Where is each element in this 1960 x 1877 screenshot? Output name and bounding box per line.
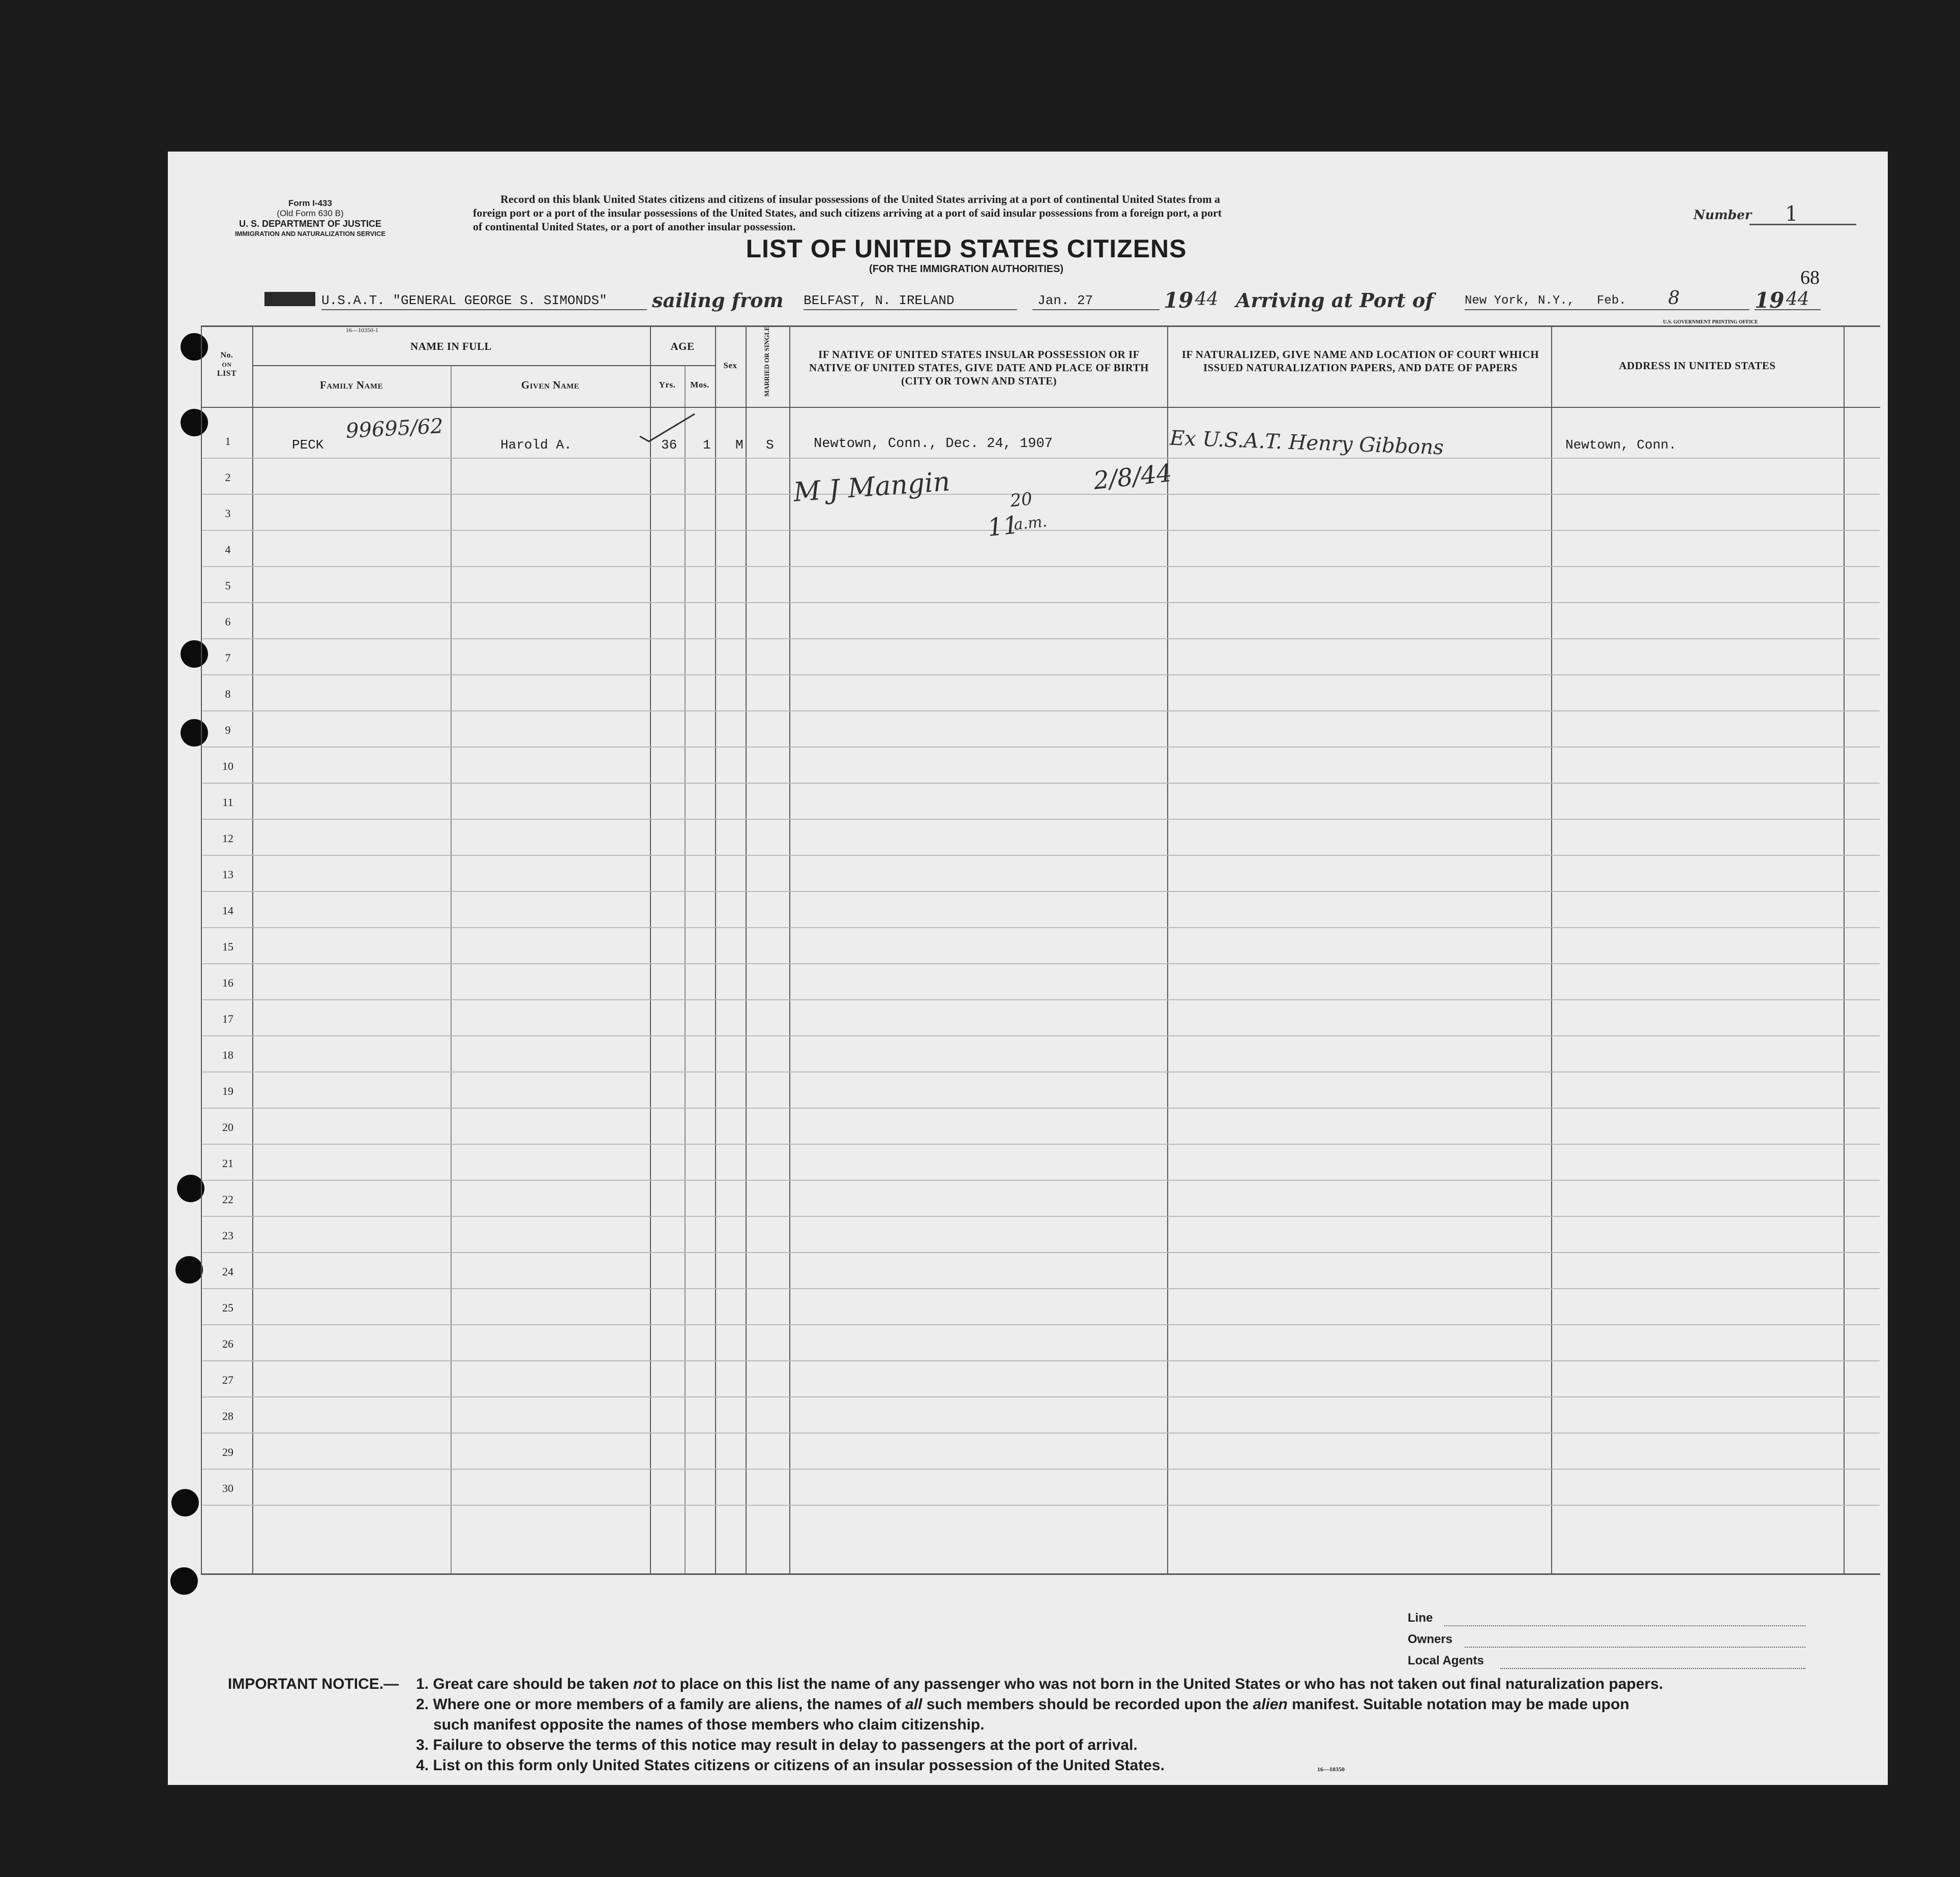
col-no-label: No. xyxy=(220,351,233,360)
old-form: (Old Form 630 B) xyxy=(277,208,344,218)
form-number: Form I-433 xyxy=(288,198,332,208)
arrival-time xyxy=(984,483,1091,549)
notice-1-emphasis: not xyxy=(633,1676,657,1692)
row-number: 19 xyxy=(222,1085,233,1097)
row-number: 4 xyxy=(225,543,231,556)
row-number: 18 xyxy=(222,1049,233,1061)
row-number: 16 xyxy=(222,976,233,989)
col-mos: Mos. xyxy=(690,380,709,390)
birth-info: Newtown, Conn., Dec. 24, 1907 xyxy=(814,436,1053,452)
row-number: 10 xyxy=(222,760,233,772)
col-yrs: Yrs. xyxy=(659,380,676,390)
age-years: 36 xyxy=(661,437,677,453)
punch-hole xyxy=(171,1489,199,1516)
vessel-name: U.S.A.T. "GENERAL GEORGE S. SIMONDS" xyxy=(321,293,607,308)
inspector-signature: M J Mangin xyxy=(792,466,952,508)
punch-hole xyxy=(175,1256,203,1284)
sex: M xyxy=(735,437,744,453)
date-from: Jan. 27 xyxy=(1037,293,1093,308)
row-number: 29 xyxy=(222,1446,233,1458)
printer-credit: U.S. GOVERNMENT PRINTING OFFICE xyxy=(1663,319,1758,325)
notice-2-text-cont: such members should be recorded upon the xyxy=(926,1696,1249,1713)
col-birth-info: IF NATIVE OF UNITED STATES INSULAR POSSESSION OR IF NATIVE OF UNITED STATES, GIVE DATE AND PLACE OF BIRTH (CITY OR TOWN AND STATE) xyxy=(809,348,1149,387)
number-value: 1 xyxy=(1785,202,1798,226)
line-label: Line xyxy=(1408,1611,1433,1625)
col-given-name: Given Name xyxy=(521,379,580,391)
notice-3: 3. Failure to observe the terms of this notice may result in delay to passengers at the port of arrival. xyxy=(416,1737,1138,1753)
notice-2-continued: such manifest opposite the names of those members who claim citizenship. xyxy=(433,1716,985,1733)
row-number: 11 xyxy=(222,796,233,809)
file-number: 99695/62 xyxy=(345,414,444,443)
number-label: Number xyxy=(1694,207,1752,222)
marital-status: S xyxy=(766,437,774,453)
notice-1 xyxy=(416,1674,1820,1694)
col-age: AGE xyxy=(670,340,695,352)
row-number: 15 xyxy=(222,940,233,953)
col-married-or-single: MARRIED OR SINGLE xyxy=(763,326,770,397)
col-naturalized-info: IF NATURALIZED, GIVE NAME AND LOCATION OF COURT WHICH ISSUED NATURALIZATION PAPERS, AND DATE OF PAPERS xyxy=(1181,348,1539,374)
row-number: 30 xyxy=(222,1482,233,1495)
notice-heading: IMPORTANT NOTICE.— xyxy=(228,1676,399,1692)
row-number: 12 xyxy=(222,832,233,845)
row-number: 27 xyxy=(222,1374,233,1386)
row-number: 28 xyxy=(222,1410,233,1422)
instruction-line: foreign port or a port of the insular possessions of the United States, and such citizens arriving at a port of said insular possessions from a foreign port, a port xyxy=(473,206,1222,219)
line-field xyxy=(1408,1611,1433,1625)
agents-label: Local Agents xyxy=(1408,1654,1484,1667)
page-number: 68 xyxy=(1800,267,1820,288)
time-ampm: a.m. xyxy=(1013,513,1048,534)
col-address: ADDRESS IN UNITED STATES xyxy=(1619,360,1776,372)
footer-code: 16—10350 xyxy=(1317,1766,1345,1773)
year-prefix-to: 19 xyxy=(1755,288,1785,313)
row-number: 14 xyxy=(222,904,233,917)
number-field xyxy=(1694,202,1861,228)
manifest-sheet xyxy=(168,152,1888,1785)
row-number: 3 xyxy=(225,507,231,520)
row-number: 1 xyxy=(225,435,231,448)
voyage-line xyxy=(264,290,1821,315)
address: Newtown, Conn. xyxy=(1565,437,1677,453)
naturalized-note: Ex U.S.A.T. Henry Gibbons xyxy=(1169,426,1444,460)
arriving-label: Arriving at Port of xyxy=(1236,289,1434,312)
row-number: 25 xyxy=(222,1301,233,1314)
stamp-date: 2/8/44 xyxy=(1092,459,1174,495)
row-number: 6 xyxy=(225,615,231,628)
instructions xyxy=(473,192,1607,233)
col-family-name: Family Name xyxy=(319,379,383,391)
notice-1-text-cont: to place on this list the name of any passenger who was not born in the United States or who has not taken out final naturalization papers. xyxy=(661,1676,1664,1692)
struck-prefix xyxy=(264,292,315,306)
punch-hole xyxy=(170,1567,198,1595)
owners-field xyxy=(1408,1632,1452,1647)
col-name-in-full: NAME IN FULL xyxy=(410,340,492,352)
agents-field xyxy=(1408,1654,1484,1668)
service: IMMIGRATION AND NATURALIZATION SERVICE xyxy=(234,230,386,237)
notice-2-text-end: manifest. Suitable notation may be made upon xyxy=(1292,1696,1629,1713)
row-number: 23 xyxy=(222,1229,233,1242)
col-sex: Sex xyxy=(723,361,737,370)
page-subtitle: (FOR THE IMMIGRATION AUTHORITIES) xyxy=(869,263,1064,275)
row-number: 26 xyxy=(222,1337,233,1350)
given-name: Harold A. xyxy=(500,437,572,453)
year-prefix-from: 19 xyxy=(1164,288,1194,313)
notice-2-emphasis: all xyxy=(905,1696,923,1713)
notice-4: 4. List on this form only United States citizens or citizens of an insular possession of the United States. xyxy=(416,1757,1165,1774)
punch-hole xyxy=(181,409,208,436)
row-number: 24 xyxy=(222,1265,233,1278)
port-to: New York, N.Y., xyxy=(1465,294,1575,308)
form-id-block xyxy=(214,198,407,239)
notice-1-text: 1. Great care should be taken xyxy=(416,1676,629,1692)
important-notice xyxy=(416,1674,1820,1776)
age-months: 1 xyxy=(703,437,711,453)
form-code: 16—10350-1 xyxy=(346,326,378,334)
year-from: 44 xyxy=(1195,289,1219,310)
row-number: 20 xyxy=(222,1121,233,1134)
sailing-label: sailing from xyxy=(652,289,784,312)
page-title: LIST OF UNITED STATES CITIZENS xyxy=(746,234,1187,263)
row-number: 5 xyxy=(225,579,231,592)
row-number: 22 xyxy=(222,1193,233,1206)
notice-2-emphasis-alien: alien xyxy=(1253,1696,1288,1713)
punch-hole xyxy=(177,1175,204,1202)
row-number: 2 xyxy=(225,471,231,484)
instruction-line: of continental United States, or a port of another insular possession. xyxy=(473,220,796,233)
col-on-label: ON xyxy=(222,361,232,368)
row-number: 9 xyxy=(225,724,231,736)
month-to: Feb. xyxy=(1597,294,1626,308)
row-number: 7 xyxy=(225,651,231,664)
department: U. S. DEPARTMENT OF JUSTICE xyxy=(239,219,381,229)
port-from: BELFAST, N. IRELAND xyxy=(804,293,955,308)
row-number: 8 xyxy=(225,688,231,700)
row-number: 13 xyxy=(222,868,233,881)
year-to: 44 xyxy=(1786,289,1809,310)
notice-2 xyxy=(416,1694,1820,1715)
time-hour: 11 xyxy=(986,511,1020,543)
family-name: PECK xyxy=(292,437,324,453)
owners-label: Owners xyxy=(1408,1632,1453,1646)
time-minutes: 20 xyxy=(1009,489,1033,512)
row-number: 17 xyxy=(222,1012,233,1025)
instruction-line: Record on this blank United States citizens and citizens of insular possessions of the United States arriving at a port of continental United States from a xyxy=(500,193,1221,205)
row-number: 21 xyxy=(222,1157,233,1170)
notice-2-text: 2. Where one or more members of a family are aliens, the names of xyxy=(416,1696,901,1713)
col-no-on-list xyxy=(202,351,251,378)
day-to: 8 xyxy=(1668,288,1680,309)
col-list-label: LIST xyxy=(217,369,237,378)
